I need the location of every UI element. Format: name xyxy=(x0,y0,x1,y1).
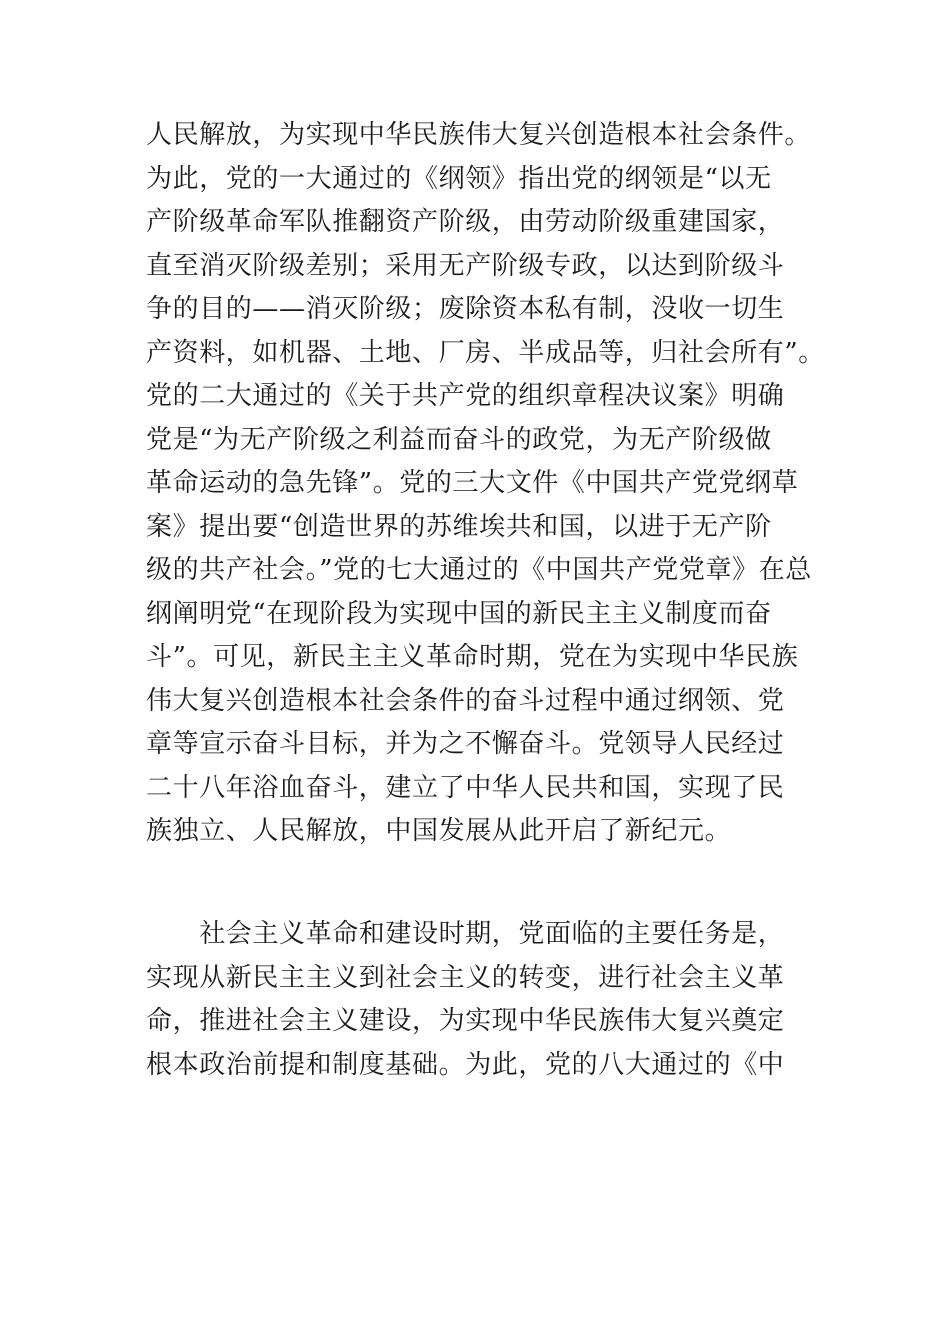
text-line: 产资料，如机器、土地、厂房、半成品等，归社会所有”。 xyxy=(146,337,825,368)
text-line: 实现从新民主主义到社会主义的转变，进行社会主义革 xyxy=(146,962,785,993)
text-line: 为此，党的一大通过的《纲领》指出党的纲领是“以无 xyxy=(146,163,772,194)
text-line: 族独立、人民解放，中国发展从此开启了新纪元。 xyxy=(146,816,732,846)
text-line: 案》提出要“创造世界的苏维埃共和国，以进于无产阶 xyxy=(146,511,772,542)
text-line: 根本政治前提和制度基础。为此，党的八大通过的《中 xyxy=(146,1049,785,1080)
text-line: 纲阐明党“在现阶段为实现中国的新民主主义制度而奋 xyxy=(146,598,772,629)
text-line: 级的共产社会。”党的七大通过的《中国共产党党章》在总 xyxy=(146,555,812,585)
paragraph-socialist-revolution xyxy=(146,913,826,1087)
text-line: 直至消灭阶级差别；采用无产阶级专政，以达到阶级斗 xyxy=(146,250,785,281)
text-line: 章等宣示奋斗目标，并为之不懈奋斗。党领导人民经过 xyxy=(146,729,785,759)
text-line: 革命运动的急先锋”。党的三大文件《中国共产党党纲草 xyxy=(146,468,799,498)
text-line: 二十八年浴血奋斗，建立了中华人民共和国，实现了民 xyxy=(146,772,785,803)
text-line: 斗”。可见，新民主主义革命时期，党在为实现中华民族 xyxy=(146,642,799,672)
text-line: 争的目的——消灭阶级；废除资本私有制，没收一切生 xyxy=(146,294,785,324)
text-line: 命，推进社会主义建设，为实现中华民族伟大复兴奠定 xyxy=(146,1006,785,1036)
text-line: 伟大复兴创造根本社会条件的奋斗过程中通过纲领、党 xyxy=(146,685,785,716)
text-line: 人民解放，为实现中华民族伟大复兴创造根本社会条件。 xyxy=(146,120,812,150)
text-line: 党的二大通过的《关于共产党的组织章程决议案》明确 xyxy=(146,381,785,411)
text-line: 产阶级革命军队推翻资产阶级，由劳动阶级重建国家， xyxy=(146,207,785,237)
text-line: 社会主义革命和建设时期，党面临的主要任务是， xyxy=(146,919,785,949)
paragraph-new-democratic-revolution xyxy=(146,114,826,854)
text-line: 党是“为无产阶级之利益而奋斗的政党，为无产阶级做 xyxy=(146,424,772,455)
